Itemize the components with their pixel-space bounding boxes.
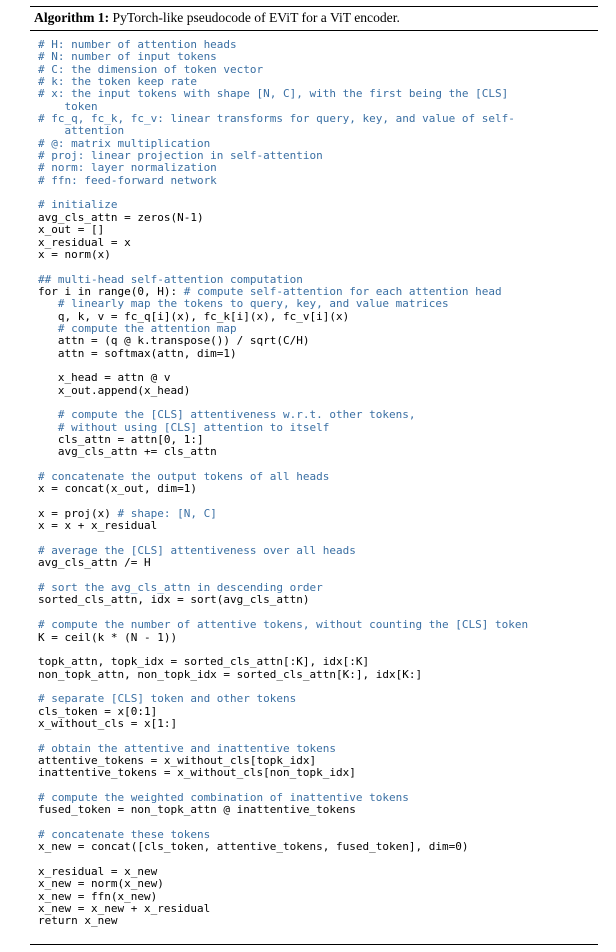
code-line: attentive_tokens = x_without_cls[topk_idx] [38, 753, 317, 767]
code-line: K = ceil(k * (N - 1)) [38, 630, 178, 644]
comment-line: # @: matrix multiplication [38, 136, 211, 150]
code-line: x_out = [] [38, 223, 105, 237]
comment-line: # average the [CLS] attentiveness over all heads [38, 544, 356, 558]
comment-line: # k: the token keep rate [38, 75, 197, 89]
code-line: x_without_cls = x[1:] [38, 716, 178, 730]
comment-line: # compute the weighted combination of inattentive tokens [38, 790, 409, 804]
inline-comment: # shape: [N, C] [110, 507, 217, 521]
comment-line: # x: the input tokens with shape [N, C], with the first being the [CLS] [38, 87, 509, 101]
code-line: attn = softmax(attn, dim=1) [38, 346, 237, 360]
comment-line: # compute the number of attentive tokens, without counting the [CLS] token [38, 618, 529, 632]
comment-line: # concatenate the output tokens of all heads [38, 470, 330, 484]
code-text: x = proj(x) [38, 507, 111, 521]
code-line: x_new = x_new + x_residual [38, 902, 211, 916]
code-line: x_new = norm(x_new) [38, 877, 164, 891]
code-line: non_topk_attn, non_topk_idx = sorted_cls_attn[K:], idx[K:] [38, 667, 423, 681]
comment-line: # without using [CLS] attention to itself [38, 420, 330, 434]
code-line: x = x + x_residual [38, 519, 158, 533]
comment-line: # norm: layer normalization [38, 161, 217, 175]
code-line: attn = (q @ k.transpose()) / sqrt(C/H) [38, 334, 310, 348]
code-line: x_new = concat([cls_token, attentive_tokens, fused_token], dim=0) [38, 840, 469, 854]
code-line: fused_token = non_topk_attn @ inattentive_tokens [38, 803, 356, 817]
comment-line: ## multi-head self-attention computation [38, 272, 303, 286]
code-line: x_head = attn @ v [38, 371, 171, 385]
blank-line [38, 187, 598, 199]
comment-line: # initialize [38, 198, 118, 212]
comment-line: attention [38, 124, 125, 138]
comment-line: # obtain the attentive and inattentive tokens [38, 741, 337, 755]
bottom-rule [30, 944, 598, 945]
comment-line: # proj: linear projection in self-attention [38, 149, 323, 163]
code-line: topk_attn, topk_idx = sorted_cls_attn[:K], idx[:K] [38, 655, 370, 669]
caption-text: PyTorch-like pseudocode of EViT for a ViT encoder. [109, 10, 400, 25]
comment-line: # compute the attention map [38, 321, 237, 335]
comment-line: token [38, 99, 98, 113]
comment-line: # compute the [CLS] attentiveness w.r.t. other tokens, [38, 408, 416, 422]
comment-line: # H: number of attention heads [38, 38, 237, 51]
code-line: avg_cls_attn = zeros(N-1) [38, 210, 204, 224]
caption-label: Algorithm 1: [34, 10, 110, 25]
code-line: x_residual = x [38, 235, 131, 249]
code-line: avg_cls_attn /= H [38, 556, 151, 570]
comment-line: # fc_q, fc_k, fc_v: linear transforms for query, key, and value of self- [38, 112, 515, 126]
comment-line: # linearly map the tokens to query, key, and value matrices [38, 297, 449, 311]
comment-line: # concatenate these tokens [38, 828, 211, 841]
comment-line: # separate [CLS] token and other tokens [38, 692, 297, 706]
code-line: x_out.append(x_head) [38, 383, 191, 397]
inline-comment: # compute self-attention for each attention head [177, 284, 502, 298]
comment-line: # ffn: feed-forward network [38, 173, 217, 187]
comment-line: # C: the dimension of token vector [38, 62, 264, 76]
code-line: sorted_cls_attn, idx = sort(avg_cls_attn) [38, 593, 310, 607]
blank-line [38, 730, 598, 742]
comment-line: # N: number of input tokens [38, 50, 217, 64]
code-line: cls_token = x[0:1] [38, 704, 158, 718]
code-line: x_new = ffn(x_new) [38, 889, 158, 903]
algorithm-box [30, 6, 598, 928]
pseudocode-listing [30, 31, 598, 928]
code-line: x = norm(x) [38, 247, 111, 261]
code-text: for i in range(0, H): [38, 284, 178, 298]
algorithm-caption [30, 7, 598, 30]
code-line: cls_attn = attn[0, 1:] [38, 433, 204, 446]
code-line: x = concat(x_out, dim=1) [38, 482, 197, 496]
comment-line: # sort the avg_cls_attn in descending order [38, 581, 323, 595]
blank-line [38, 261, 598, 273]
code-line: x_residual = x_new [38, 865, 158, 879]
code-line: return x_new [38, 914, 118, 928]
code-line: q, k, v = fc_q[i](x), fc_k[i](x), fc_v[i](x) [38, 309, 350, 323]
code-line: avg_cls_attn += cls_attn [38, 445, 217, 459]
code-line: inattentive_tokens = x_without_cls[non_topk_idx] [38, 766, 356, 780]
